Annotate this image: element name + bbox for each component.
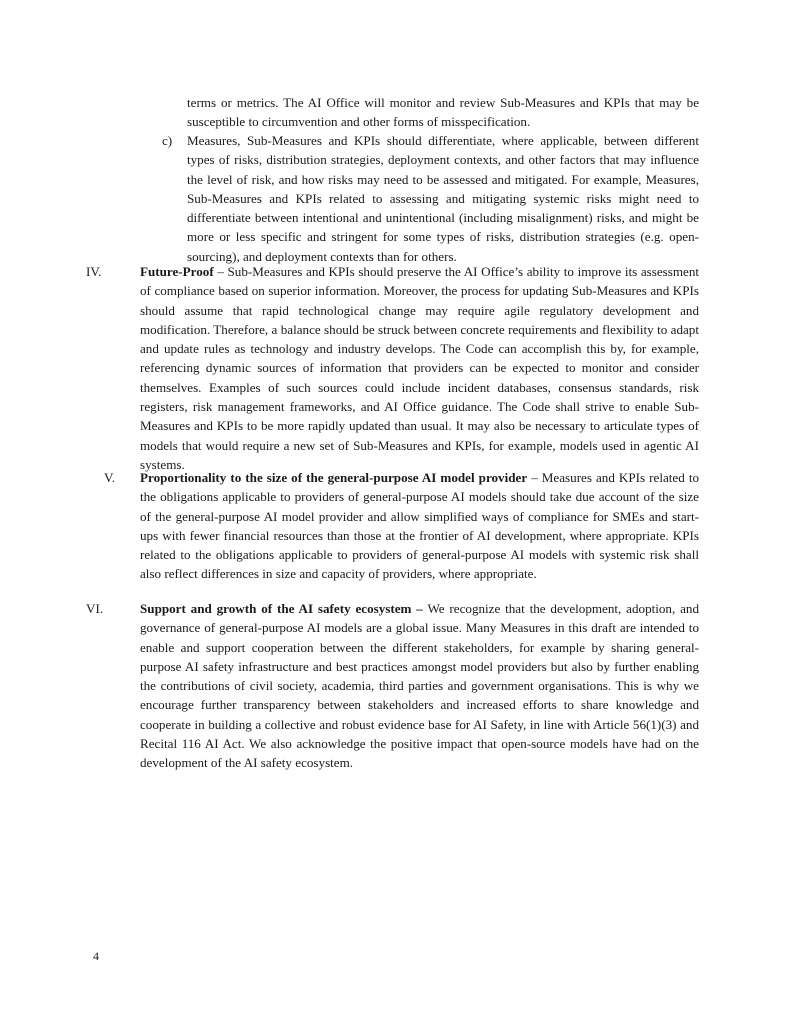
item-body: Measures and KPIs related to the obligations applicable to providers of general-purpose AI models should take due account of the size of the general-purpose AI model provider and allow simplified ways of compliance for SMEs and start-ups with fewer financial resources than those at the frontier of AI development, where appropriate. KPIs related to the obligations applicable to providers of general-purpose AI models with systemic risk shall also reflect differences in size and capacity of providers, where appropriate.: [140, 470, 700, 582]
continuation-paragraph: [187, 93, 699, 132]
item-text: [140, 262, 699, 474]
item-text: [140, 468, 699, 584]
item-body: We recognize that the development, adoption, and governance of general-purpose AI models are a global issue. Many Measures in this draft are intended to enable and support cooperation between the different stakeholders, for example by sharing general-purpose AI safety infrastructure and best practices amongst model providers but also by further enabling the contributions of civil society, academia, third parties and government organisations. This is why we encourage further transparency between stakeholders and increased efforts to share knowledge and cooperate in building a collective and robust evidence base for AI Safety, in line with Article 56(1)(3) and Recital 116 AI Act. We also acknowledge the positive impact that open-source models have had on the development of the AI safety ecosystem.: [140, 601, 699, 771]
item-separator: –: [213, 264, 228, 279]
item-heading: Future-Proof: [140, 264, 214, 279]
continuation-text: terms or metrics. The AI Office will monitor and review Sub-Measures and KPIs that may be susceptible to circumvention and other forms of misspecification.: [187, 95, 699, 130]
item-number: IV.: [86, 264, 102, 279]
item-body: Sub-Measures and KPIs should preserve the AI Office’s ability to improve its assessment of compliance based on superior information. Moreover, the process for updating Sub-Measures and KPIs should assume that rapid technological change may require agile regulatory development and modification. Therefore, a balance should be struck between concrete requirements and flexibility to adapt and update rules as technology and industry develops. The Code can accomplish this by, for example, referencing dynamic sources of information that providers can be expected to monitor and consider themselves. Examples of such sources could include incident databases, consensus standards, risk registers, risk management frameworks, and AI Office guidance. The Code shall strive to enable Sub-Measures and KPIs to be more rapidly updated than usual. It may also be necessary to articulate types of models that would require a new set of Sub-Measures and KPIs, for example, models used in agentic AI systems.: [140, 264, 699, 472]
item-heading: Support and growth of the AI safety ecosystem –: [140, 601, 423, 616]
sub-item-text: Measures, Sub-Measures and KPIs should differentiate, where applicable, between different types of risks, distribution strategies, deployment contexts, and other factors that may influence the level of risk, and how risks may need to be assessed and mitigated. For example, Measures, Sub-Measures and KPIs related to assessing and mitigating systemic risks might need to differentiate between intentional and unintentional (including misalignment) risks, and might be more or less specific and stringent for some types of risks, distribution strategies (e.g. open-sourcing), and deployment contexts than for others.: [187, 133, 699, 264]
page-number: 4: [93, 949, 99, 963]
item-heading: Proportionality to the size of the general-purpose AI model provider: [140, 470, 528, 485]
item-separator: –: [527, 470, 542, 485]
sub-item-label: c): [162, 133, 173, 148]
item-text: [140, 599, 699, 773]
item-number: VI.: [86, 601, 104, 616]
item-number: V.: [104, 470, 116, 485]
